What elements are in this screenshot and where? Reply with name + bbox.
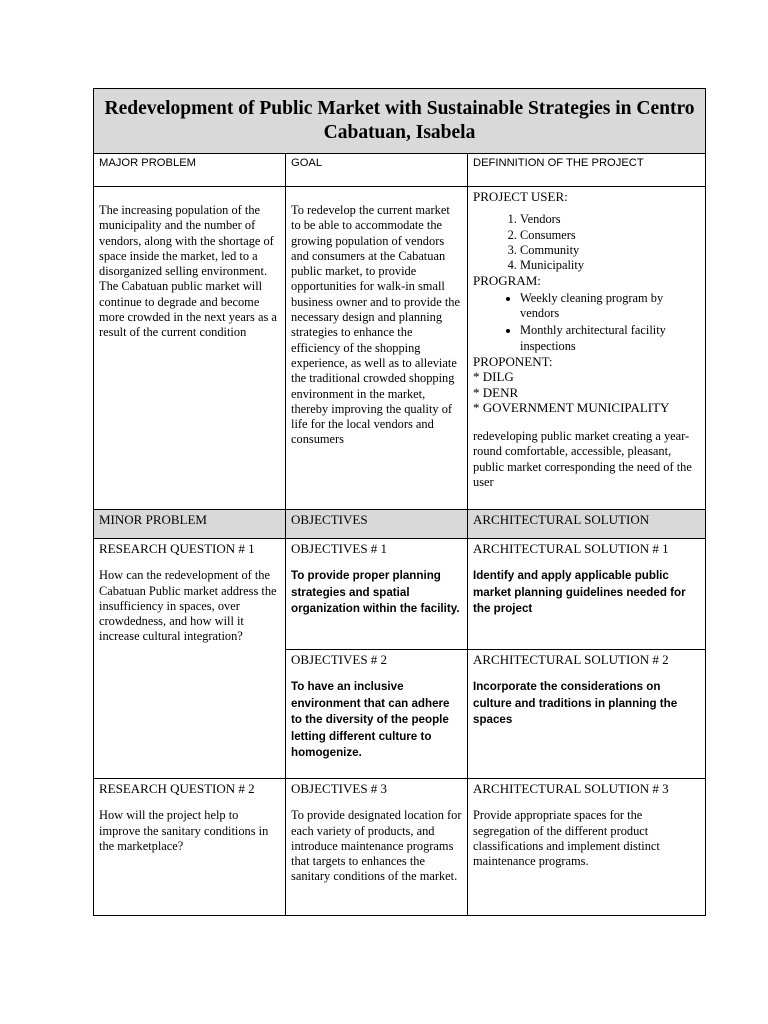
project-user-list xyxy=(473,212,700,273)
list-item: • Monthly architectural facility inspections xyxy=(520,323,700,354)
research-question-1-cell xyxy=(94,539,286,779)
document-title: Redevelopment of Public Market with Sustainable Strategies in Centro Cabatuan, Isabela xyxy=(94,89,706,154)
arch-solution-2-cell xyxy=(468,650,706,779)
project-user-label: PROJECT USER: xyxy=(473,189,568,204)
definition-cell xyxy=(468,187,706,510)
proponent-item: * DENR xyxy=(473,384,519,400)
proponent-item: * DILG xyxy=(473,369,514,385)
proponent-label: PROPONENT: xyxy=(473,353,553,369)
arch-solution-2-label: ARCHITECTURAL SOLUTION # 2 xyxy=(473,652,669,667)
objective-1-label: OBJECTIVES # 1 xyxy=(291,541,388,556)
arch-solution-3-label: ARCHITECTURAL SOLUTION # 3 xyxy=(473,781,669,796)
objective-1-cell xyxy=(286,539,468,650)
list-item: 2. Consumers xyxy=(520,228,700,243)
goal-cell xyxy=(286,187,468,510)
arch-solution-2-text: Incorporate the considerations on culture and traditions in planning the spaces xyxy=(473,680,678,727)
proponent-item: * GOVERNMENT MUNICIPALITY xyxy=(473,399,670,415)
arch-solution-1-cell xyxy=(468,539,706,650)
list-item: 3. Community xyxy=(520,243,700,258)
objective-2-text: To have an inclusive environment that can adhere to the diversity of the people letting different culture to homogenize. xyxy=(291,680,450,760)
arch-solution-3-cell xyxy=(468,779,706,916)
research-question-2-cell xyxy=(94,779,286,916)
goal-text: To redevelop the current market to be able to accommodate the growing population of vendors and consumers at the Cabatuan public market, to provide opportunities for walk-in small business owner and to provide the necessary design and planning strategies to enhance the efficiency of the shopping experience, as well as to alleviate the traditional crowded shopping environment in the market, thereby improving the quality of life for the local vendors and consumers xyxy=(291,203,460,447)
research-question-2-label: RESEARCH QUESTION # 2 xyxy=(99,781,255,796)
project-table xyxy=(93,88,706,916)
objective-2-cell xyxy=(286,650,468,779)
arch-solution-3-text: Provide appropriate spaces for the segregation of the different product classifications and implement distinct maintenance programs. xyxy=(473,808,660,869)
header-objectives: OBJECTIVES xyxy=(286,510,468,539)
header-minor-problem: MINOR PROBLEM xyxy=(94,510,286,539)
objective-1-text: To provide proper planning strategies and spatial organization within the facility. xyxy=(291,569,460,616)
arch-solution-1-text: Identify and apply applicable public market planning guidelines needed for the project xyxy=(473,569,686,616)
major-problem-cell xyxy=(94,187,286,510)
header-arch-solution: ARCHITECTURAL SOLUTION xyxy=(468,510,706,539)
major-problem-text: The increasing population of the municipality and the number of vendors, along with the shortage of space inside the market, led to a disorganized selling environment. The Cabatuan public market will continue to degrade and become more crowded in the next years as a result of the current condition xyxy=(99,203,277,340)
header-goal: GOAL xyxy=(286,154,468,187)
objective-3-text: To provide designated location for each variety of products, and introduce maintenance programs that targets to enhances the sanitary conditions of the market. xyxy=(291,808,462,884)
objective-2-label: OBJECTIVES # 2 xyxy=(291,652,388,667)
program-label: PROGRAM: xyxy=(473,273,541,289)
definition-summary: redeveloping public market creating a year-round comfortable, accessible, pleasant, public market corresponding the need of the user xyxy=(473,429,692,490)
program-list xyxy=(473,291,700,354)
list-item: 4. Municipality xyxy=(520,258,700,273)
list-item: 1. Vendors xyxy=(520,212,700,227)
header-definition: DEFINNITION OF THE PROJECT xyxy=(468,154,706,187)
header-major-problem: MAJOR PROBLEM xyxy=(94,154,286,187)
research-question-2-text: How will the project help to improve the sanitary conditions in the marketplace? xyxy=(99,808,269,853)
arch-solution-1-label: ARCHITECTURAL SOLUTION # 1 xyxy=(473,541,669,556)
list-item: • Weekly cleaning program by vendors xyxy=(520,291,700,322)
research-question-1-text: How can the redevelopment of the Cabatuan Public market address the insufficiency in spaces, over crowdedness, and how will it increase cultural integration? xyxy=(99,568,277,644)
objective-3-cell xyxy=(286,779,468,916)
objective-3-label: OBJECTIVES # 3 xyxy=(291,781,388,796)
research-question-1-label: RESEARCH QUESTION # 1 xyxy=(99,541,255,556)
